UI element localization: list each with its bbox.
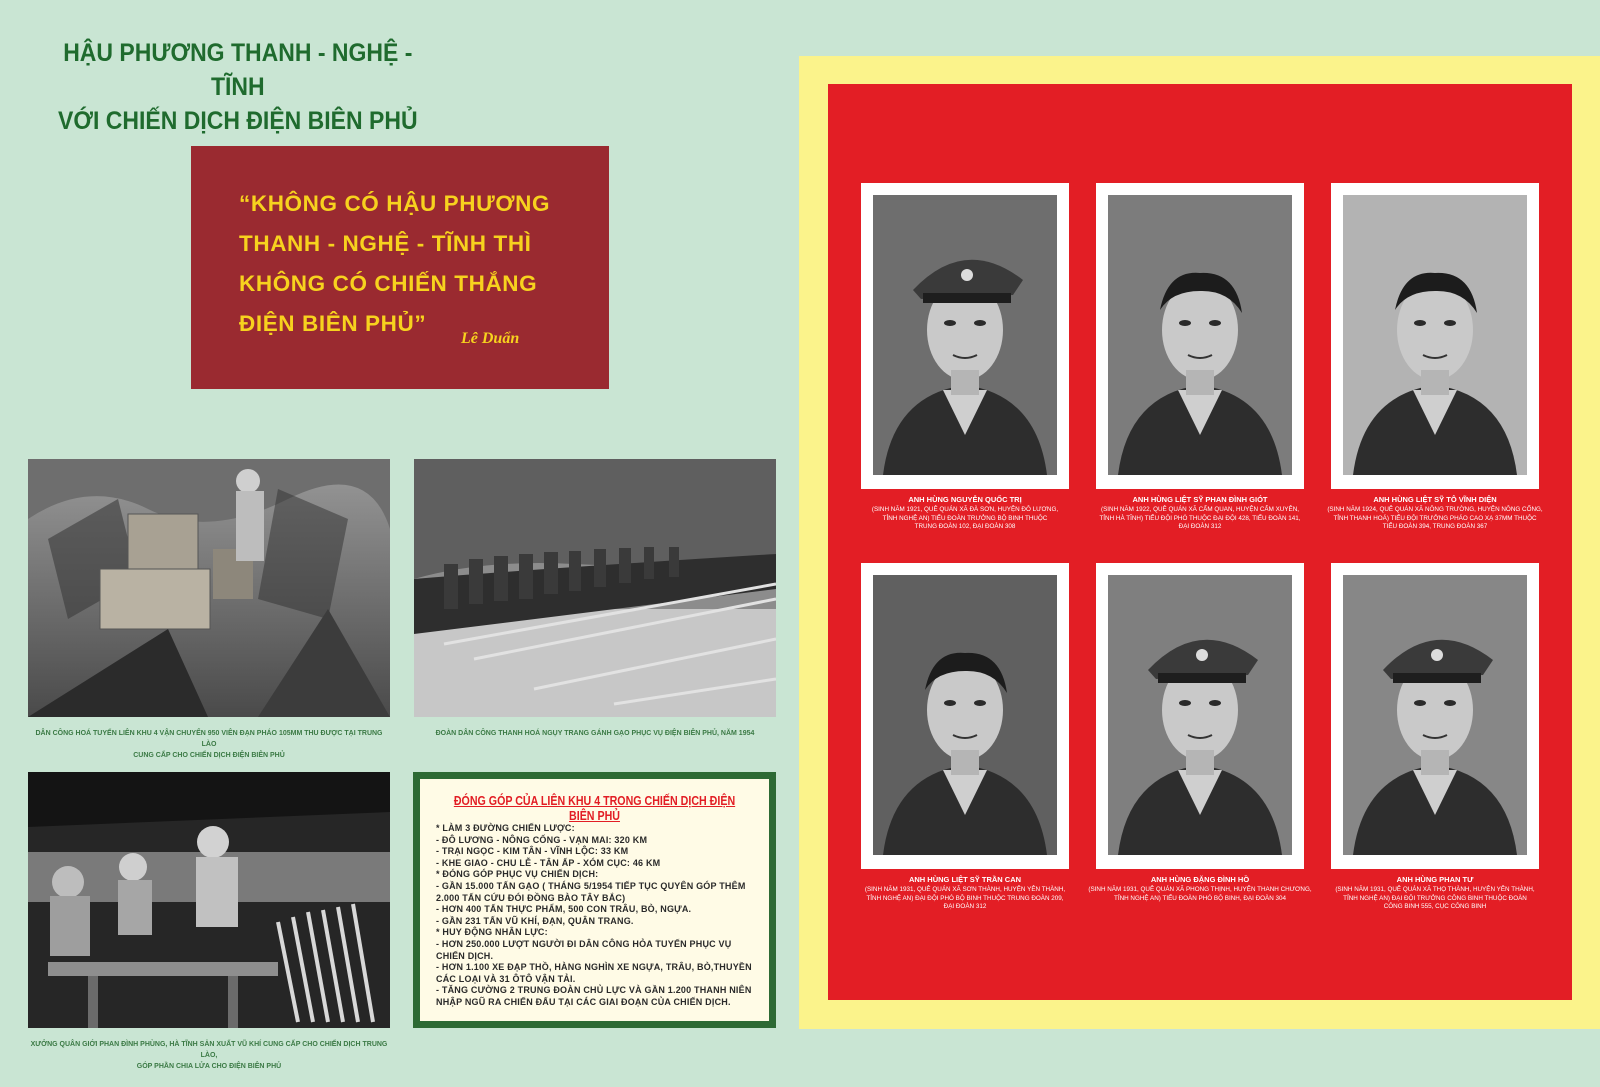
quote-author: Lê Duẩn: [461, 330, 520, 347]
photo-bamboo-bridge: [414, 459, 776, 717]
hero-name: ANH HÙNG ĐẶNG ĐÌNH HỒ: [1150, 875, 1250, 884]
title-line-1: HẬU PHƯƠNG THANH - NGHỆ - TĨNH: [63, 39, 413, 101]
hero-bio-line: (SINH NĂM 1921, QUÊ QUÁN XÃ ĐÀ SƠN, HUYỆN ĐÔ LƯƠNG,: [871, 506, 1059, 513]
quote-line-1: “KHÔNG CÓ HẬU PHƯƠNG: [239, 191, 551, 216]
photo-2-caption: ĐOÀN DÂN CÔNG THANH HOÁ NGỤY TRANG GÁNH GẠO PHỤC VỤ ĐIỆN BIÊN PHỦ, NĂM 1954: [435, 730, 755, 737]
hero-name: ANH HÙNG NGUYỄN QUỐC TRỊ: [908, 495, 1022, 504]
hero-bio-line: ĐẠI ĐOÀN 312: [1178, 523, 1222, 530]
contribution-line: - HƠN 1.100 XE ĐẠP THỒ, HÀNG NGHÌN XE NGỰA, TRÂU, BÒ,THUYỀN: [436, 962, 752, 973]
hero-bio-line: TỈNH NGHỆ AN) TIỂU ĐOÀN PHÓ BỘ BINH, ĐẠI ĐOÀN 304: [1113, 894, 1287, 902]
hero-portrait: [1108, 575, 1292, 855]
contribution-title: ĐÓNG GÓP CỦA LIÊN KHU 4 TRONG CHIẾN DỊCH ĐIỆN BIÊN PHỦ: [453, 793, 736, 823]
contribution-line: - HƠN 400 TẤN THỰC PHẨM, 500 CON TRÂU, BÒ, NGỰA.: [436, 904, 692, 915]
contribution-line: - KHE GIAO - CHU LỄ - TÂN ẤP - XÓM CỤC: 46 KM: [436, 857, 661, 868]
photo-3-caption-line-1: XƯỞNG QUÂN GIỚI PHAN ĐÌNH PHÙNG, HÀ TĨNH SẢN XUẤT VŨ KHÍ CUNG CẤP CHO CHIẾN DỊCH TRUNG LÀO,: [30, 1041, 388, 1059]
contribution-line: - TĂNG CƯỜNG 2 TRUNG ĐOÀN CHỦ LỰC VÀ GẦN 1.200 THANH NIÊN: [436, 985, 752, 996]
photo-1-caption-line-1: DÂN CÔNG HOÁ TUYẾN LIÊN KHU 4 VẬN CHUYỂN 950 VIÊN ĐẠN PHÁO 105MM THU ĐƯỢC TẠI TRUNG LÀO: [35, 730, 383, 748]
hero-bio-line: (SINH NĂM 1931, QUÊ QUÁN XÃ PHONG THỊNH, HUYỆN THANH CHƯƠNG,: [1088, 886, 1312, 893]
hero-portrait-frame: [1096, 563, 1304, 869]
quote-line-4: ĐIỆN BIÊN PHỦ”: [239, 311, 427, 336]
contribution-line: * ĐÓNG GÓP PHỤC VỤ CHIẾN DỊCH:: [436, 869, 599, 880]
hero-bio: [1086, 506, 1314, 532]
hero-bio-line: TỈNH NGHỆ AN) TIỂU ĐOÀN TRƯỞNG BỘ BINH THUỘC: [882, 514, 1048, 522]
hero-bio-line: TRUNG ĐOÀN 102, ĐẠI ĐOÀN 308: [914, 523, 1016, 530]
hero-portrait: [1343, 195, 1527, 475]
hero-bio-line: (SINH NĂM 1922, QUÊ QUÁN XÃ CẨM QUAN, HUYỆN CẨM XUYÊN,: [1100, 506, 1300, 513]
hero-bio: [851, 886, 1079, 912]
hero-bio-line: TỈNH NGHỆ AN) ĐẠI ĐỘI TRƯỞNG CÔNG BINH THUỘC ĐOÀN: [1343, 894, 1527, 902]
hero-portrait-frame: [861, 563, 1069, 869]
quote-line-3: KHÔNG CÓ CHIẾN THẮNG: [239, 271, 538, 296]
hero-portrait-frame: [1096, 183, 1304, 489]
hero-bio: [1321, 506, 1549, 532]
hero-portrait-frame: [1331, 563, 1539, 869]
contribution-line: * HUY ĐỘNG NHÂN LỰC:: [436, 927, 548, 938]
hero-bio-line: TỈNH HÀ TĨNH) TIỂU ĐỘI PHÓ THUỘC ĐẠI ĐỘI 428, TIỂU ĐOÀN 141,: [1099, 514, 1301, 522]
hero-bio-line: TỈNH THANH HOÁ) TIỂU ĐỘI TRƯỞNG PHÁO CAO XẠ 37MM THUỘC: [1333, 514, 1537, 522]
hero-bio-line: (SINH NĂM 1924, QUÊ QUÁN XÃ NÔNG TRƯỜNG, HUYỆN NÔNG CỐNG,: [1327, 506, 1543, 513]
hero-portrait-frame: [1331, 183, 1539, 489]
photo-1-caption: [28, 728, 390, 761]
photo-3-caption: [28, 1039, 390, 1072]
hero-name: ANH HÙNG PHAN TƯ: [1396, 875, 1474, 884]
hero-bio: [851, 506, 1079, 532]
contribution-line: NHẬP NGŨ RA CHIẾN ĐẤU TẠI CÁC GIAI ĐOẠN CỦA CHIẾN DỊCH.: [436, 996, 731, 1007]
contribution-line: - ĐÔ LƯƠNG - NÔNG CỐNG - VẠN MAI: 320 KM: [436, 834, 648, 845]
hero-name: ANH HÙNG LIỆT SỸ PHAN ĐÌNH GIÓT: [1132, 495, 1268, 504]
contribution-box-inner: [420, 779, 769, 1021]
hero-name: ANH HÙNG LIỆT SỸ TÔ VĨNH DIỆN: [1373, 495, 1497, 504]
photo-3-caption-line-2: GÓP PHẦN CHIA LỬA CHO ĐIỆN BIÊN PHỦ: [136, 1063, 282, 1070]
hero-bio-line: (SINH NĂM 1931, QUÊ QUÁN XÃ SƠN THÀNH, HUYỆN YÊN THÀNH,: [864, 886, 1066, 893]
contribution-line: - TRẠI NGỌC - KIM TÂN - VĨNH LỘC: 33 KM: [436, 846, 629, 857]
hero-bio-line: ĐẠI ĐOÀN 312: [943, 903, 987, 910]
contribution-line: CHIẾN DỊCH.: [436, 950, 494, 961]
hero-bio: [1086, 886, 1314, 903]
photo-weapons-workshop: [28, 772, 390, 1028]
exhibit-title: [40, 36, 436, 138]
hero-portrait: [1108, 195, 1292, 475]
hero-portrait: [873, 195, 1057, 475]
hero-portrait: [1343, 575, 1527, 855]
quote-line-2: THANH - NGHỆ - TĨNH THÌ: [239, 231, 532, 256]
contribution-box: [413, 772, 776, 1028]
hero-portrait-frame: [861, 183, 1069, 489]
quote-box: [191, 146, 609, 389]
contribution-line: * LÀM 3 ĐƯỜNG CHIẾN LƯỢC:: [436, 823, 575, 833]
contribution-line: - GẦN 231 TẤN VŨ KHÍ, ĐẠN, QUÂN TRANG.: [436, 915, 634, 926]
hero-bio-line: TỈNH NGHỆ AN) ĐẠI ĐỘI PHÓ BỘ BINH THUỘC TRUNG ĐOÀN 209,: [866, 894, 1064, 902]
contribution-list: [436, 823, 766, 1009]
hero-name: ANH HÙNG LIỆT SỸ TRẦN CAN: [908, 875, 1022, 884]
quote-text: [239, 184, 589, 344]
photo-porters-crates: [28, 459, 390, 717]
heroes-panel: [828, 84, 1572, 1000]
contribution-line: - GẦN 15.000 TẤN GẠO ( THÁNG 5/1954 TIẾP TỤC QUYÊN GÓP THÊM: [436, 880, 746, 891]
hero-bio-line: TIỂU ĐOÀN 394, TRUNG ĐOÀN 367: [1382, 523, 1488, 530]
contribution-line: - HƠN 250.000 LƯỢT NGƯỜI ĐI DÂN CÔNG HỎA TUYẾN PHỤC VỤ: [436, 938, 732, 949]
contribution-line: 2.000 TẤN CỨU ĐÓI ĐỒNG BÀO TÂY BẮC): [436, 892, 626, 903]
photo-1-caption-line-2: CUNG CẤP CHO CHIẾN DỊCH ĐIỆN BIÊN PHỦ: [133, 752, 285, 759]
hero-bio-line: CÔNG BINH 555, CỤC CÔNG BINH: [1383, 903, 1487, 910]
contribution-line: CÁC LOẠI VÀ 31 ÔTÔ VẬN TẢI.: [436, 973, 576, 984]
hero-bio-line: (SINH NĂM 1931, QUÊ QUÁN XÃ THỌ THÀNH, HUYỆN YÊN THÀNH,: [1335, 886, 1535, 893]
hero-bio: [1321, 886, 1549, 912]
hero-portrait: [873, 575, 1057, 855]
title-line-2: VỚI CHIẾN DỊCH ĐIỆN BIÊN PHỦ: [58, 107, 418, 135]
